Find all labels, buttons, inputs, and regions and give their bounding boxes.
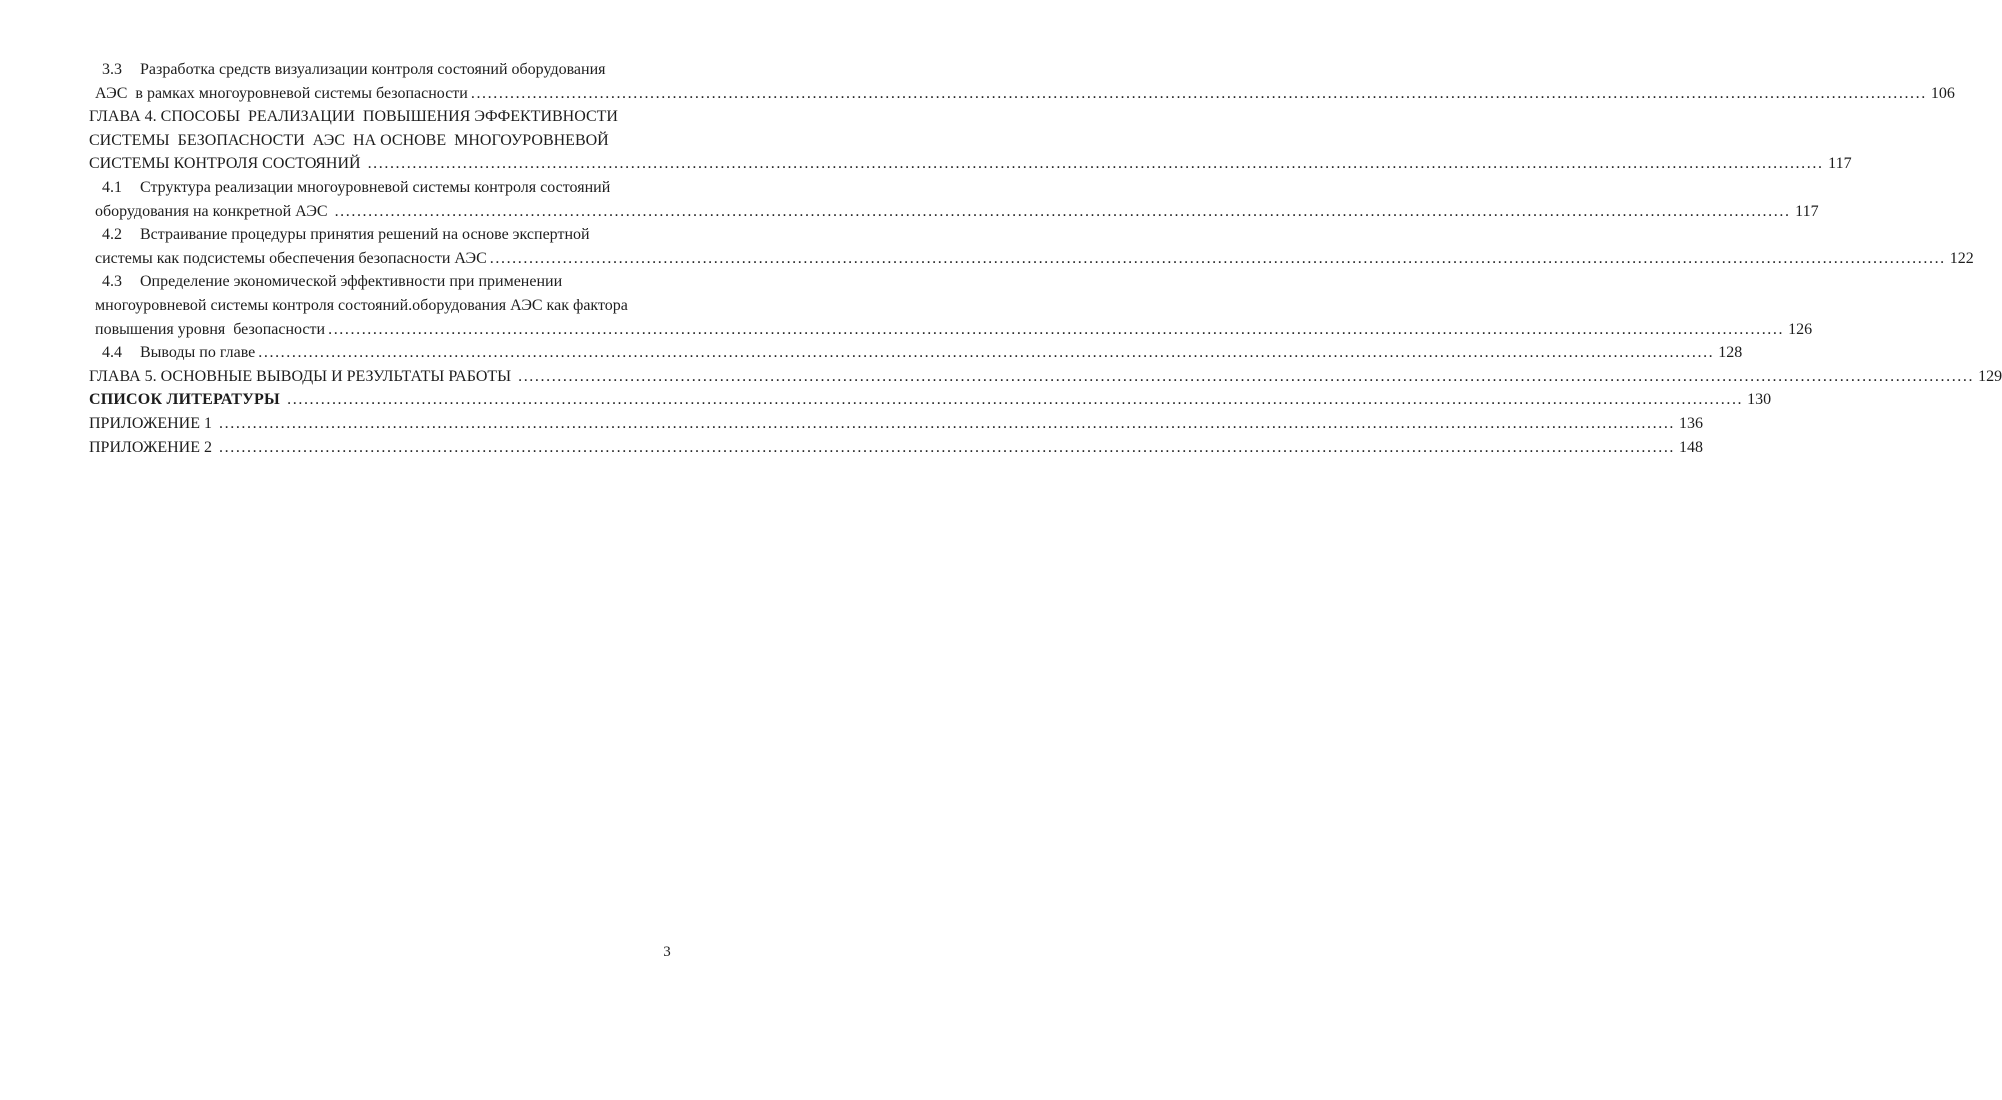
toc-row: [89, 176, 676, 200]
toc-page-number: 129: [1978, 367, 2002, 385]
toc-entry-text: Структура реализации многоуровневой системы контроля состояний: [140, 178, 611, 196]
toc-entry-text: ГЛАВА 5. ОСНОВНЫЕ ВЫВОДЫ И РЕЗУЛЬТАТЫ РАБОТЫ: [89, 367, 516, 385]
toc-row: [89, 436, 1704, 460]
toc-entry-text: Встраивание процедуры принятия решений на основе экспертной: [140, 226, 590, 244]
toc-row: [89, 365, 2002, 389]
toc-row: [89, 58, 676, 82]
dot-leader: ....................................................................................................................................................................................................................................................................: [258, 344, 1715, 362]
dot-leader: ....................................................................................................................................................................................................................................................................: [489, 249, 1946, 267]
toc-entry-text: СИСТЕМЫ КОНТРОЛЯ СОСТОЯНИЙ: [89, 155, 365, 173]
toc-entry-number: 4.4: [102, 344, 122, 362]
toc-page-number: 148: [1679, 438, 1704, 456]
toc-entry-text: повышения уровня безопасности: [95, 320, 326, 338]
toc-entry-number: 3.3: [102, 61, 122, 78]
toc-page-number: 130: [1747, 391, 1772, 409]
toc-entry-text: Выводы по главе: [140, 344, 256, 362]
toc-row: [89, 200, 1819, 224]
dot-leader: ....................................................................................................................................................................................................................................................................: [334, 202, 1791, 220]
toc-entry-text: ПРИЛОЖЕНИЕ 2: [89, 438, 217, 456]
toc-entry-text: ПРИЛОЖЕНИЕ 1: [89, 414, 217, 432]
toc-row: [89, 105, 676, 129]
dot-leader: ....................................................................................................................................................................................................................................................................: [219, 414, 1676, 432]
toc-entry-text: ГЛАВА 4. СПОСОБЫ РЕАЛИЗАЦИИ ПОВЫШЕНИЯ ЭФФЕКТИВНОСТИ: [89, 108, 618, 126]
dot-leader: ....................................................................................................................................................................................................................................................................: [287, 391, 1744, 409]
dot-leader: ....................................................................................................................................................................................................................................................................: [367, 155, 1824, 173]
toc-entry-text: СИСТЕМЫ БЕЗОПАСНОСТИ АЭС НА ОСНОВЕ МНОГОУРОВНЕВОЙ: [89, 131, 609, 149]
toc-row: [89, 129, 676, 153]
toc-entry-number: 4.3: [102, 273, 122, 291]
toc-row: [89, 341, 1743, 365]
toc-row: [89, 223, 676, 247]
toc-row: [89, 270, 676, 294]
toc-page-number: 126: [1788, 320, 1813, 338]
toc-entry-number: 4.2: [102, 226, 122, 244]
toc-page-number: 128: [1718, 344, 1743, 362]
dot-leader: ....................................................................................................................................................................................................................................................................: [518, 367, 1975, 385]
toc-row: [89, 247, 1974, 271]
toc-entry-text: СПИСОК ЛИТЕРАТУРЫ: [89, 391, 285, 409]
toc-page-number: 122: [1949, 249, 1974, 267]
toc-row: [89, 294, 676, 318]
toc-page-number: 117: [1828, 155, 1852, 173]
dot-leader: ....................................................................................................................................................................................................................................................................: [219, 438, 1676, 456]
toc-entry-number: 4.1: [102, 178, 122, 196]
toc-entry-text: оборудования на конкретной АЭС: [95, 202, 332, 220]
toc-row: [89, 152, 1852, 176]
toc-row: [89, 318, 1813, 342]
toc-row: [89, 388, 1772, 412]
toc-entry-text: Разработка средств визуализации контроля состояний оборудования: [140, 61, 606, 78]
toc-page-number: 117: [1795, 202, 1819, 220]
toc-page-number: 136: [1679, 414, 1704, 432]
toc-page-number: 106: [1930, 84, 1955, 102]
toc-entry-text: многоуровневой системы контроля состояний.оборудования АЭС как фактора: [95, 296, 628, 314]
dot-leader: ....................................................................................................................................................................................................................................................................: [328, 320, 1785, 338]
toc-row: [89, 82, 1955, 106]
toc-row: [89, 412, 1704, 436]
toc-entry-text: системы как подсистемы обеспечения безопасности АЭС: [95, 249, 487, 267]
toc-entry-text: АЭС в рамках многоуровневой системы безопасности: [95, 84, 468, 102]
dot-leader: ....................................................................................................................................................................................................................................................................: [470, 84, 1927, 102]
footer-page-number: 3: [663, 944, 671, 960]
toc: [89, 58, 2002, 459]
toc-entry-text: Определение экономической эффективности при применении: [140, 273, 563, 291]
